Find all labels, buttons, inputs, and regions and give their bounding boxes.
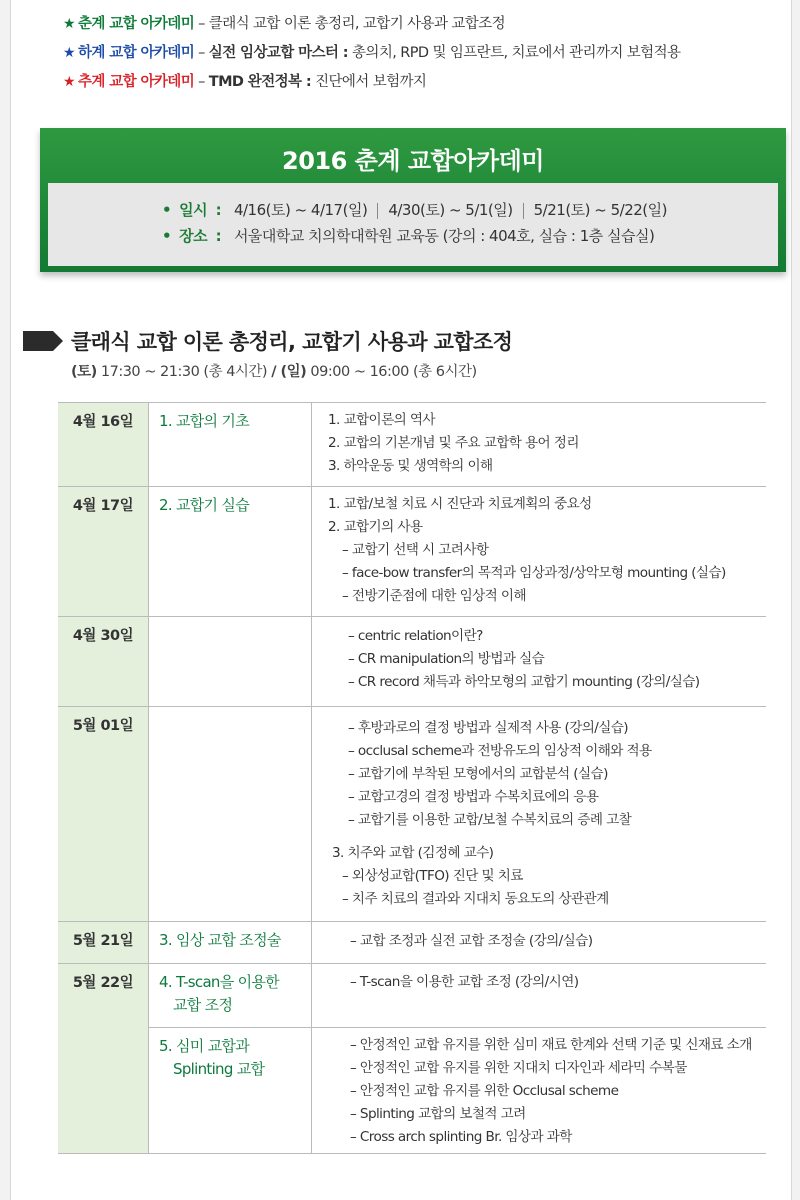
content-cell [312,1028,766,1153]
saturday-time: 17:30 ~ 21:30 (총 4시간) [96,364,272,380]
academy-intro [63,10,783,97]
date-range: 4/30(토) ~ 5/1(일) [388,201,513,219]
topic-line: 4. T-scan을 이용한 [159,973,279,991]
academy-banner [40,128,786,272]
content-line: – 후방과로의 결정 방법과 실제적 사용 (강의/실습) [348,720,629,736]
content-cell [312,487,766,616]
table-row [58,486,766,616]
intro-title: 추계 교합 아카데미 [77,74,195,90]
topic-line: 교합 조정 [173,996,233,1014]
date-range: 4/16(토) ~ 4/17(일) [233,201,368,219]
topic-line: 5. 심미 교합과 [159,1037,249,1055]
venue [162,225,654,246]
topic-cell [149,617,312,706]
content-line: 2. 교합의 기본개념 및 주요 교합학 용어 정리 [328,435,579,451]
topic-line: Splinting 교합 [173,1060,265,1078]
banner-title: 2016 춘계 교합아카데미 [282,147,544,175]
content-line: – T-scan을 이용한 교합 조정 (강의/시연) [350,974,579,990]
place-label: 장소 [179,227,208,245]
place-text: 서울대학교 치의학대학원 교육동 (강의 : 404호, 실습 : 1층 실습실) [233,227,655,245]
subrow-bottom [149,1027,766,1153]
content-line: – 교합 조정과 실전 교합 조정술 (강의/실습) [350,933,593,949]
content-line: – 치주 치료의 결과와 지대치 동요도의 상관관계 [342,891,609,907]
content-line: – 외상성교합(TFO) 진단 및 치료 [342,868,523,884]
content-cell [312,403,766,486]
topic-cell [149,1028,312,1153]
intro-autumn [63,68,783,97]
content-line: – 교합기 선택 시 고려사항 [342,542,489,558]
content-line: – 교합고경의 결정 방법과 수복치료에의 응용 [348,789,599,805]
schedule-dates [162,199,667,220]
content-line: – 안정적인 교합 유지를 위한 Occlusal scheme [350,1083,619,1099]
content-cell [312,964,766,1002]
section-times [71,360,477,381]
schedule-table [58,402,766,1154]
intro-highlight: 실전 임상교합 마스터 : [208,45,348,61]
content-line: – occlusal scheme과 전방유도의 임상적 이해와 적용 [348,743,652,759]
slash: / [271,364,276,380]
intro-text: 클래식 교합 이론 총정리, 교합기 사용과 교합조정 [208,16,505,32]
bullet-icon: • [162,201,172,219]
content-line: – 안정적인 교합 유지를 위한 심미 재료 한계와 선택 기준 및 신재료 소개 [350,1037,752,1053]
date-cell: 4월 16일 [58,403,149,486]
content-line: – face-bow transfer의 목적과 임상과정/상악모형 mounting (실습) [342,565,726,581]
intro-spring [63,10,783,39]
subrow-top [58,964,766,1027]
saturday-label: (토) [71,364,97,380]
content-line: – 전방기준점에 대한 임상적 이해 [342,588,526,604]
spacer [328,832,766,842]
content-line: 3. 치주와 교합 (김정혜 교수) [332,845,494,861]
content-line: 3. 하악운동 및 생역학의 이해 [328,458,493,474]
divider [377,203,378,219]
intro-text: 진단에서 보험까지 [311,74,427,90]
banner-info-box [48,183,778,266]
section-arrow-icon [23,331,63,351]
star-icon: ★ [63,45,75,61]
intro-text: 총의치, RPD 및 임프란트, 치료에서 관리까지 보험적용 [348,45,681,61]
date-cell: 4월 30일 [58,617,149,706]
content-line: – 교합기에 부착된 모형에서의 교합분석 (실습) [348,766,608,782]
intro-summer [63,39,783,68]
sunday-time: 09:00 ~ 16:00 (총 6시간) [306,364,477,380]
topic-cell [149,707,312,921]
intro-dash: – [194,74,209,90]
table-row [58,616,766,706]
content-line: – CR record 채득과 하악모형의 교합기 mounting (강의/실습) [348,674,700,690]
content-line: – 교합기를 이용한 교합/보철 수복치료의 증례 고찰 [348,812,632,828]
section-title: 클래식 교합 이론 총정리, 교합기 사용과 교합조정 [71,330,513,354]
content-line: 2. 교합기의 사용 [328,519,423,535]
divider [523,203,524,219]
content-cell [312,617,766,706]
intro-dash: – [194,16,209,32]
table-row [58,921,766,963]
content-cell [312,922,766,963]
content-line: – Splinting 교합의 보철적 고려 [350,1106,526,1122]
table-row [58,963,766,1154]
intro-title: 춘계 교합 아카데미 [77,16,195,32]
content-line: 1. 교합이론의 역사 [328,412,435,428]
colon: : [215,201,222,219]
sunday-label: (일) [276,364,307,380]
content-line: – 안정적인 교합 유지를 위한 지대치 디자인과 세라믹 수복물 [350,1060,687,1076]
colon: : [215,227,222,245]
date-cell: 4월 17일 [58,487,149,616]
date-range: 5/21(토) ~ 5/22(일) [533,201,668,219]
date-cell: 5월 22일 [58,964,149,1153]
bullet-icon: • [162,227,172,245]
topic-cell: 1. 교합의 기초 [149,403,312,486]
content-line: 1. 교합/보철 치료 시 진단과 치료계획의 중요성 [328,496,592,512]
date-cell: 5월 01일 [58,707,149,921]
star-icon: ★ [63,74,75,90]
topic-cell: 3. 임상 교합 조정술 [149,922,312,963]
table-row [58,706,766,921]
content-line: – Cross arch splinting Br. 임상과 과학 [350,1129,572,1145]
topic-cell: 2. 교합기 실습 [149,487,312,616]
page [10,0,792,1200]
content-line: – CR manipulation의 방법과 실습 [348,651,545,667]
date-label: 일시 [179,201,208,219]
table-row [58,402,766,486]
star-icon: ★ [63,16,75,32]
date-cell: 5월 21일 [58,922,149,963]
intro-highlight: TMD 완전정복 : [208,74,312,90]
content-line: – centric relation이란? [348,628,483,644]
topic-cell [149,964,312,1027]
intro-title: 하계 교합 아카데미 [77,45,195,61]
intro-dash: – [194,45,209,61]
content-cell [312,707,766,921]
